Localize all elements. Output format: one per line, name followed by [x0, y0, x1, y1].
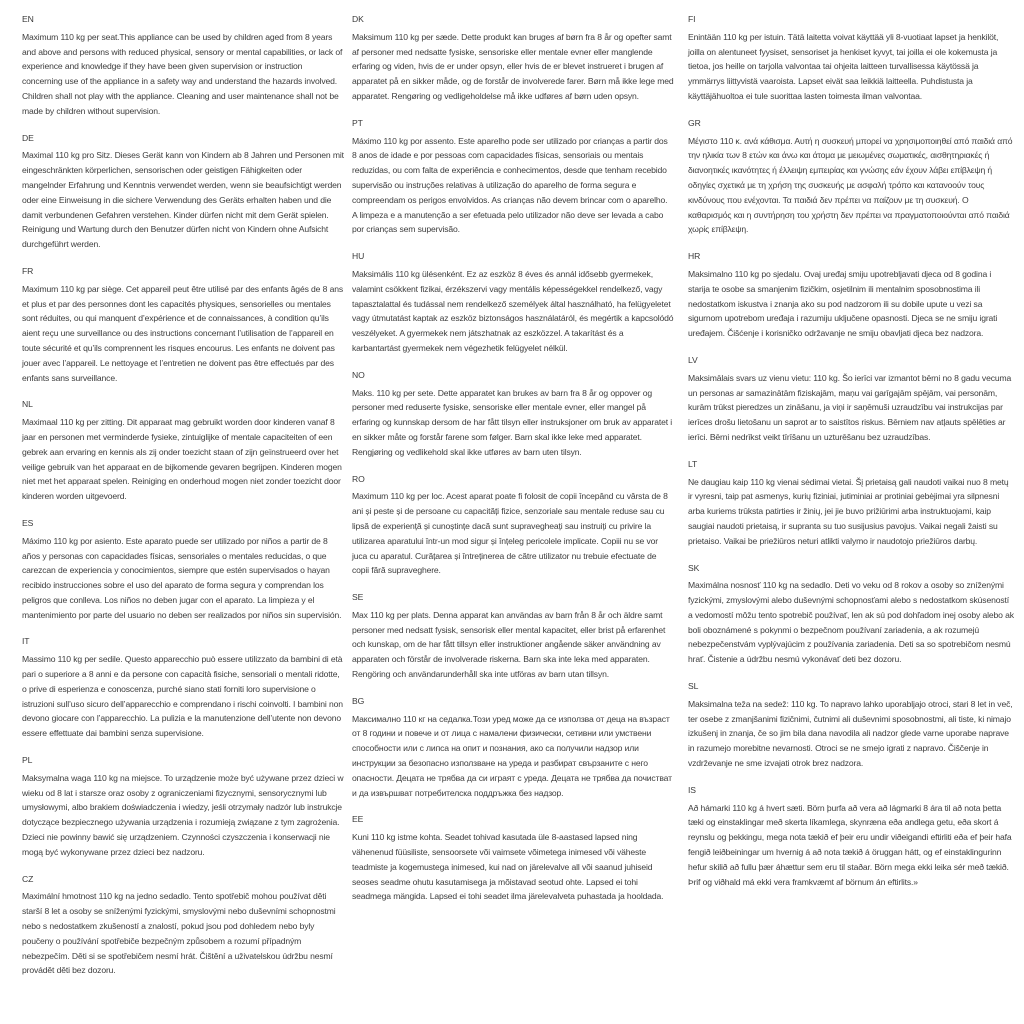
- lang-section-de: [22, 131, 344, 252]
- column-1: [22, 12, 344, 990]
- lang-text-sk: Maximálna nosnosť 110 kg na sedadlo. Deti vo veku od 8 rokov a osoby so zníženými fyzickými, zmyslovými alebo duševnými schopnosťami alebo s nedostatkom skúseností a vedomostí môžu tento spotrebič používať, len ak sú pod dohľadom inej osoby alebo ak boli oboznámené s pokynmi o bezpečnom používaní zariadenia, a ak rozumejú nebezpečenstvám vyplývajúcim z používania zariadenia. Deti sa so spotrebičom nesmú hrať. Čistenie a údržbu nesmú vykonávať deti bez dozoru.: [688, 580, 1014, 665]
- lang-code-de: DE: [22, 132, 34, 143]
- lang-section-lv: [688, 353, 1014, 445]
- lang-code-sk: SK: [688, 562, 700, 573]
- column-2: [352, 12, 674, 916]
- lang-text-no: Maks. 110 kg per sete. Dette apparatet kan brukes av barn fra 8 år og oppover og personer med reduserte fysiske, sensoriske eller mentale evner, eller mangel på erfaring og kunnskap dersom de har fått tilsyn eller instruksjoner om bruk av apparatet i en sikker måte og forstår farene som følger. Barn skal ikke leke med apparatet. Rengjøring og vedlikehold skal ikke utføres av barn uten tilsyn.: [352, 387, 673, 457]
- lang-code-no: NO: [352, 369, 365, 380]
- lang-code-ee: EE: [352, 814, 364, 825]
- lang-section-ro: [352, 472, 674, 579]
- lang-text-it: Massimo 110 kg per sedile. Questo apparecchio può essere utilizzato da bambini di età pari o superiore a 8 anni e da persone con capacità fisiche, sensoriali o mentali ridotte, o prive di esperienza e conoscenza, purché siano stati forniti loro supervisione o istruzioni sull’uso sicuro dell’apparecchio e comprendano i rischi coinvolti. I bambini non devono giocare con l’apparecchio. La pulizia e la manutenzione dell’utente non devono essere effettuate dai bambini senza supervisione.: [22, 654, 343, 739]
- lang-code-hr: HR: [688, 251, 701, 262]
- lang-section-sk: [688, 561, 1014, 668]
- lang-code-lt: LT: [688, 458, 698, 469]
- lang-text-pt: Máximo 110 kg por assento. Este aparelho pode ser utilizado por crianças a partir dos 8 anos de idade e por pessoas com capacidades físicas, sensoriais ou mentais reduzidas, ou com falta de experiência e conhecimentos, desde que tenham recebido supervisão ou instruções relativas à utilização do aparelho de forma segura e compreendam os perigos envolvidos. As crianças não devem brincar com o aparelho. A limpeza e a manutenção a ser efetuada pelo utilizador não deve ser levada a cabo por crianças sem supervisão.: [352, 135, 668, 235]
- lang-section-se: [352, 590, 674, 682]
- lang-section-bg: [352, 694, 674, 801]
- lang-code-lv: LV: [688, 354, 698, 365]
- lang-code-fi: FI: [688, 14, 696, 24]
- lang-code-se: SE: [352, 592, 364, 603]
- lang-code-pt: PT: [352, 117, 363, 128]
- lang-code-it: IT: [22, 636, 30, 647]
- lang-code-is: IS: [688, 784, 696, 795]
- lang-text-es: Máximo 110 kg por asiento. Este aparato puede ser utilizado por niños a partir de 8 años y personas con capacidades físicas, sensoriales o mentales reducidas, o que carezcan de experiencia y conocimientos, siempre que estén supervisados o hayan recibido instrucciones sobre el uso del aparato de forma segura y comprendan los peligros que conlleva. Los niños no deben jugar con el aparato. La limpieza y el mantenimiento por parte del usuario no deben ser realizados por niños sin supervisión.: [22, 535, 342, 620]
- lang-section-pl: [22, 753, 344, 860]
- lang-section-es: [22, 516, 344, 623]
- lang-code-fr: FR: [22, 265, 34, 276]
- lang-text-lv: Maksimālais svars uz vienu vietu: 110 kg. Šo ierīci var izmantot bērni no 8 gadu vecuma un personas ar samazinātām fiziskajām, maņu vai garīgajām spējām, vai personām, kurām trūkst pieredzes un zināšanu, ja viņi ir saņēmuši uzraudzību vai instrukcijas par ierīces drošu lietošanu un saprot ar to saistītos riskus. Bērniem nav atļauts spēlēties ar ierīci. Bērni nedrīkst veikt tīrīšanu un uzturēšanu bez uzraudzības.: [688, 372, 1012, 442]
- lang-code-pl: PL: [22, 755, 33, 766]
- lang-section-fr: [22, 264, 344, 385]
- lang-section-cz: [22, 872, 344, 979]
- lang-section-en: [22, 12, 344, 119]
- lang-code-ro: RO: [352, 473, 365, 484]
- lang-text-is: Að hámarki 110 kg á hvert sæti. Börn þurfa að vera að lágmarki 8 ára til að nota þetta tæki og einstaklingar með skerta líkamlega, skynræna eða andlega getu, eða skort á reynslu og þekkingu, mega nota tækið ef þeir eru undir viðeigandi eftirliti eða ef þeir hafa fengið leiðbeiningar um hvernig á að nota tækið á öruggan hátt, og ef einstaklingurinn hefur skilið að fullu þær áhættur sem eru til staðar. Börn mega ekki leika sér með tækið. Þrif og viðhald má ekki vera framkvæmt af börnum án eftirlits.»: [688, 802, 1012, 887]
- lang-code-en: EN: [22, 14, 34, 24]
- lang-text-lt: Ne daugiau kaip 110 kg vienai sėdimai vietai. Šį prietaisą gali naudoti vaikai nuo 8 metų ir vyresni, taip pat asmenys, kurių fiziniai, jutiminiai ar protiniai gebėjimai yra silpnesni arba kuriems trūksta patirties ir žinių, jei jie buvo prižiūrimi arba instruktuojami, kaip saugiai naudoti prietaisą, ir supranta su tuo susijusius pavojus. Vaikai negali žaisti su prietaiso. Vaikai be priežiūros neturi atlikti valymo ir naudotojo priežiūros darbų.: [688, 476, 1009, 546]
- lang-text-sl: Maksimalna teža na sedež: 110 kg. To napravo lahko uporabljajo otroci, stari 8 let in več, ter osebe z zmanjšanimi fizičnimi, čutnimi ali duševnimi sposobnostmi, ali tiste, ki nimajo izkušenj in znanja, če so jim bila dana navodila ali nadzor glede varne uporabe naprave in razumejo morebitne nevarnosti. Otroci se ne smejo igrati z napravo. Čiščenje in vzdrževanje ne sme izvajati otrok brez nadzora.: [688, 698, 1013, 769]
- lang-section-nl: [22, 397, 344, 504]
- lang-section-pt: [352, 116, 674, 237]
- column-3: [688, 12, 1014, 901]
- lang-code-bg: BG: [352, 695, 365, 706]
- lang-text-gr: Μέγιστο 110 κ. ανά κάθισμα. Αυτή η συσκευή μπορεί να χρησιμοποιηθεί από παιδιά από την ηλικία των 8 ετών και άνω και άτομα με μειωμένες σωματικές, αισθητηριακές ή διανοητικές ικανότητες ή έλλειψη εμπειρίας και γνώσης εάν έχουν λάβει επίβλεψη ή οδηγίες σχετικά με τη χρήση της συσκευής με ασφαλή τρόπο και κατανοούν τους κινδύνους που ενέχονται. Τα παιδιά δεν πρέπει να παίζουν με τη συσκευή. Ο καθαρισμός και η συντήρηση του χρήστη δεν πρέπει να πραγματοποιούνται από παιδιά χωρίς επίβλεψη.: [688, 135, 1013, 235]
- lang-section-dk: [352, 12, 674, 104]
- lang-section-fi: [688, 12, 1014, 104]
- lang-code-hu: HU: [352, 251, 365, 262]
- lang-text-se: Max 110 kg per plats. Denna apparat kan användas av barn från 8 år och äldre samt personer med nedsatt fysisk, sensorisk eller mental kapacitet, eller brist på erfarenhet och kunskap, om de har fått tillsyn eller instruktioner angående säker användning av apparaten och förstår de involverade riskerna. Barn ska inte leka med apparaten. Rengöring och användarunderhåll ska inte utföras av barn utan tillsyn.: [352, 609, 666, 680]
- lang-text-ro: Maximum 110 kg per loc. Acest aparat poate fi folosit de copii începând cu vârsta de 8 ani și peste și de persoane cu capacități fizice, senzoriale sau mentale reduse sau cu lipsă de experiență și cunoștințe dacă sunt supravegheați sau instruiți cu privire la utilizarea aparatului într-un mod sigur și înțeleg pericolele implicate. Copiii nu se vor juca cu aparatul. Curățarea și întreținerea de către utilizator nu trebuie efectuate de copii fără supraveghere.: [352, 491, 668, 576]
- lang-section-hu: [352, 249, 674, 356]
- lang-text-fr: Maximum 110 kg par siège. Cet appareil peut être utilisé par des enfants âgés de 8 ans et plus et par des personnes dont les capacités physiques, sensorielles ou mentales sont réduites, ou qui manquent d’expérience et de connaissances, à condition qu’ils aient reçu une surveillance ou des instructions concernant l’utilisation de l’appareil en toute sécurité et qu’ils comprennent les risques encourus. Les enfants ne doivent pas jouer avec l’appareil. Le nettoyage et l’entretien ne doivent pas être effectués par des enfants sans surveillance.: [22, 283, 344, 383]
- lang-code-sl: SL: [688, 681, 699, 692]
- lang-text-hr: Maksimalno 110 kg po sjedalu. Ovaj uređaj smiju upotrebljavati djeca od 8 godina i starija te osobe sa smanjenim fizičkim, osjetilnim ili mentalnim sposobnostima ili nedostatkom iskustva i znanja ako su pod nadzorom ili su dobile upute u vezi sa sigurnom upotrebom uređaja i razumiju uključene opasnosti. Djeca se ne smiju igrati uređajem. Čišćenje i korisničko održavanje ne smiju obavljati djeca bez nadzora.: [688, 268, 998, 339]
- lang-text-nl: Maximaal 110 kg per zitting. Dit apparaat mag gebruikt worden door kinderen vanaf 8 jaar en personen met verminderde fysieke, zintuiglijke of mentale capaciteiten of een gebrek aan ervaring en kennis als zij onder toezicht staan of zijn geïnstrueerd over het veilige gebruik van het apparaat en de bijkomende gevaren begrijpen. Kinderen mogen niet met het apparaat spelen. Reiniging en onderhoud mogen niet zonder toezicht door kinderen worden uitgevoerd.: [22, 417, 342, 502]
- lang-section-it: [22, 634, 344, 741]
- lang-text-bg: Максимално 110 кг на седалка.Този уред може да се използва от деца на възраст от 8 години и повече и от лица с намалени физически, сетивни или умствени способности или с липса на опит и познания, ако са получили надзор или инструкции за безопасно използване на уреда и разбират свързаните с него опасности. Децата не трябва да си играят с уреда. Децата не трябва да почистват и да извършват потребителска поддръжка без надзор.: [352, 713, 672, 798]
- lang-section-gr: [688, 116, 1014, 237]
- lang-text-hu: Maksimális 110 kg ülésenként. Ez az eszköz 8 éves és annál idősebb gyermekek, valamint csökkent fizikai, érzékszervi vagy mentális képességekkel rendelkező, vagy tapasztalattal és tudással nem rendelkező személyek által használható, ha felügyeletet vagy útmutatást kaptak az eszköz biztonságos használatáról, és megértik a kapcsolódó veszélyeket. A gyermekek nem játszhatnak az eszközzel. A takarítást és a karbantartást gyermekek nem végezhetik felügyelet nélkül.: [352, 268, 674, 353]
- lang-text-dk: Maksimum 110 kg per sæde. Dette produkt kan bruges af børn fra 8 år og opefter samt af personer med nedsatte fysiske, sensoriske eller mentale evner eller manglende erfaring og viden, hvis de er under opsyn, eller hvis de er blevet instrueret i brugen af apparatet på en sikker måde, og de forstår de involverede farer. Børn må ikke lege med apparatet. Rengøring og vedligeholdelse må ikke udføres af børn uden opsyn.: [352, 31, 674, 101]
- lang-code-es: ES: [22, 517, 34, 528]
- lang-section-sl: [688, 679, 1014, 771]
- lang-text-pl: Maksymalna waga 110 kg na miejsce. To urządzenie może być używane przez dzieci w wieku od 8 lat i starsze oraz osoby z ograniczeniami fizycznymi, sensorycznymi lub umysłowymi, albo brakiem doświadczenia i wiedzy, jeśli otrzymały nadzór lub instrukcje dotyczące bezpiecznego używania urządzenia i rozumieją związane z tym zagrożenia. Dzieci nie powinny bawić się urządzeniem. Czynności czyszczenia i konserwacji nie mogą być wykonywane przez dzieci bez nadzoru.: [22, 772, 344, 857]
- lang-text-en: Maximum 110 kg per seat.This appliance can be used by children aged from 8 years and above and persons with reduced physical, sensory or mental capabilities, or lack of experience and knowledge if they have been given supervision or instruction concerning use of the appliance in a safety way and understand the hazards involved. Children shall not play with the appliance. Cleaning and user maintenance shall not be made by children without supervision.: [22, 31, 343, 116]
- lang-text-ee: Kuni 110 kg istme kohta. Seadet tohivad kasutada üle 8-aastased lapsed ning vähenenud füüsiliste, sensoorsete või vaimsete võimetega inimesed või väheste teadmiste ja kogemustega inimesed, kui nad on järelevalve all või saanud juhiseid seoses seadme ohutu kasutamisega ja mõistavad seotud ohte. Lapsed ei tohi seadmega mängida. Lapsed ei tohi seadet ilma järelevalveta puhastada ja hooldada.: [352, 832, 664, 902]
- lang-code-nl: NL: [22, 399, 33, 410]
- lang-section-hr: [688, 249, 1014, 341]
- lang-text-fi: Enintään 110 kg per istuin. Tätä laitetta voivat käyttää yli 8-vuotiaat lapset ja henkilöt, joilla on alentuneet fyysiset, sensoriset ja henkiset kyvyt, tai joilla ei ole kokemusta ja tietoa, jos heille on tarjolla valvontaa tai ohjeita laitteen turvallisessa käytössä ja ymmärrys liittyvistä vaaroista. Lapset eivät saa leikkiä laitteella. Puhdistusta ja käyttäjähuoltoa ei tule suorittaa lasten toimesta ilman valvontaa.: [688, 31, 999, 101]
- lang-text-cz: Maximální hmotnost 110 kg na jedno sedadlo. Tento spotřebič mohou používat děti starší 8 let a osoby se sníženými fyzickými, smyslovými nebo duševními schopnostmi nebo s nedostatkem zkušeností a znalostí, pokud jsou pod dohledem nebo byly poučeny o používání spotřebiče bezpečným způsobem a rozumí případným nebezpečím. Děti si se spotřebičem nesmí hrát. Čištění a uživatelskou údržbu nesmí provádět děti bez dozoru.: [22, 891, 336, 976]
- lang-section-no: [352, 368, 674, 460]
- lang-section-is: [688, 783, 1014, 890]
- lang-code-cz: CZ: [22, 873, 34, 884]
- lang-text-de: Maximal 110 kg pro Sitz. Dieses Gerät kann von Kindern ab 8 Jahren und Personen mit eingeschränkten körperlichen, sensorischen oder geistigen Fähigkeiten oder mangelnder Erfahrung und Kenntnis verwendet werden, wenn sie beaufsichtigt werden oder eine Einweisung in die sichere Verwendung des Geräts erhalten haben und die damit verbundenen Gefahren verstehen. Kinder dürfen nicht mit dem Gerät spielen. Reinigung und Wartung durch den Benutzer dürfen nicht von Kindern ohne Aufsicht durchgeführt werden.: [22, 150, 344, 250]
- lang-section-ee: [352, 812, 674, 904]
- lang-code-gr: GR: [688, 117, 701, 128]
- lang-code-dk: DK: [352, 14, 364, 24]
- lang-section-lt: [688, 457, 1014, 549]
